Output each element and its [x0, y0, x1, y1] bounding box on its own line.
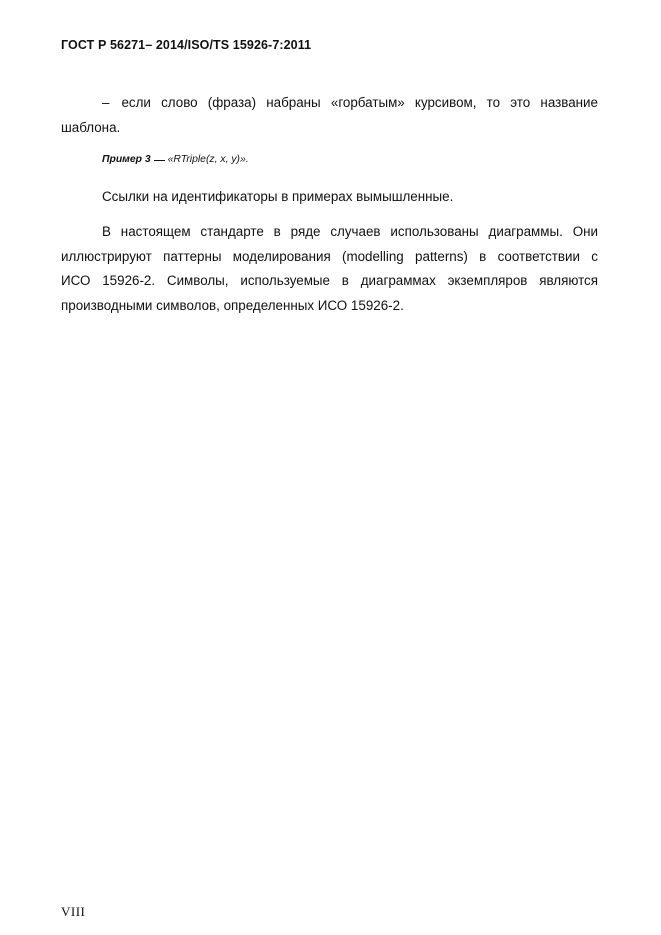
example-label: Пример 3	[102, 154, 151, 165]
paragraph-diagrams	[61, 220, 598, 318]
paragraph-identifiers	[61, 185, 598, 210]
example-dash	[154, 160, 165, 162]
example-note	[102, 154, 249, 165]
page-number: VIII	[61, 904, 86, 919]
list-item-text-line2: шаблона.	[61, 119, 121, 135]
paragraph-diagrams-line: производными символов, определенных ИСО 15926-2.	[61, 297, 404, 313]
example-text: «RTriple(z, x, y)».	[167, 154, 249, 165]
paragraph-diagrams-line: В настоящем стандарте в ряде случаев использованы диаграммы. Они	[102, 224, 598, 239]
list-item-first-line	[61, 91, 598, 116]
paragraph-diagrams-line: иллюстрируют паттерны моделирования (modelling patterns) в соответствии с	[61, 248, 598, 264]
list-item-text-line1: если слово (фраза) набраны «горбатым» курсивом, то это название	[121, 95, 598, 110]
paragraph-identifiers-text: Ссылки на идентификаторы в примерах вымышленные.	[102, 189, 454, 204]
list-dash: –	[102, 95, 110, 110]
page-header-standard-id: ГОСТ Р 56271– 2014/ISO/TS 15926-7:2011	[61, 38, 312, 52]
paragraph-diagrams-line: ИСО 15926-2. Символы, используемые в диаграммах экземпляров являются	[61, 273, 598, 288]
list-item-paragraph	[61, 91, 598, 140]
